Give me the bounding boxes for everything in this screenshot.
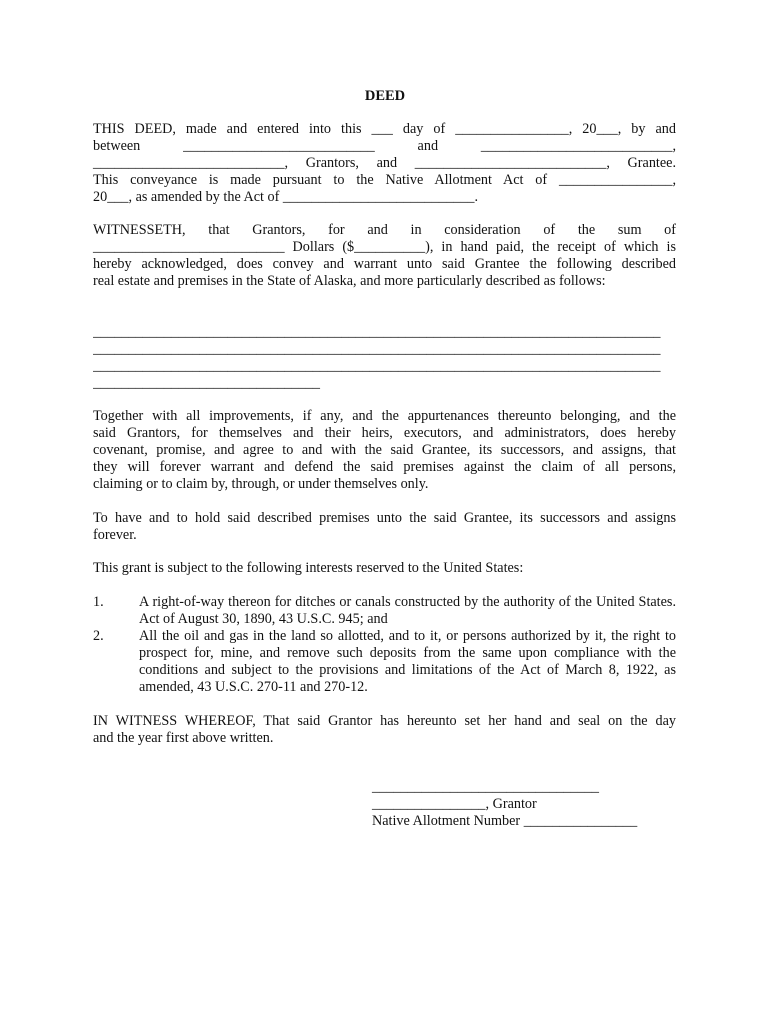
property-description-blanks [93, 324, 676, 392]
together-line: said Grantors, for themselves and their heirs, executors, and administrators, does hereby [93, 425, 676, 442]
list-number: 1. [93, 594, 104, 611]
witness-line: and the year first above written. [93, 729, 274, 746]
document-body [93, 121, 676, 746]
witnesseth-line: ___________________________ Dollars ($__________), in hand paid, the receipt of which is [93, 239, 676, 256]
together-line: Together with all improvements, if any, and the appurtenances thereunto belonging, and the [93, 408, 676, 425]
intro-line: 20___, as amended by the Act of ___________________________. [93, 188, 478, 205]
intro-line: between ___________________________ and ___________________________, [93, 137, 676, 154]
witnesseth-line: WITNESSETH, that Grantors, for and in consideration of the sum of [93, 222, 676, 239]
signature-block [372, 779, 637, 830]
description-blank-line: ________________________________________________________________________________ [93, 357, 661, 374]
list-text: A right-of-way thereon for ditches or canals constructed by the authority of the United States. Act of August 30, 1890, 43 U.S.C. 945; and [139, 594, 676, 628]
signature-line: ________________________________ [372, 779, 599, 795]
document-title: DEED [364, 88, 406, 104]
together-line: claiming or to claim by, through, or under themselves only. [93, 475, 429, 492]
to-have-paragraph [93, 510, 676, 544]
list-item [93, 628, 676, 696]
to-have-line: To have and to hold said described premises unto the said Grantee, its successors and assigns [93, 509, 676, 526]
description-blank-line: ________________________________________________________________________________ [93, 323, 661, 340]
description-blank-line: ________________________________ [93, 374, 320, 391]
together-paragraph [93, 408, 676, 493]
list-number: 2. [93, 628, 104, 645]
together-line: they will forever warrant and defend the said premises against the claim of all persons, [93, 459, 676, 476]
witnesseth-paragraph [93, 222, 676, 290]
intro-paragraph [93, 121, 676, 206]
allotment-number-line: Native Allotment Number ________________ [372, 812, 638, 829]
witness-paragraph [93, 713, 676, 747]
grantor-line: ________________, Grantor [372, 795, 537, 812]
intro-line: THIS DEED, made and entered into this ___ day of ________________, 20___, by and [93, 121, 676, 137]
witnesseth-line: hereby acknowledged, does convey and warrant unto said Grantee the following described [93, 256, 676, 273]
reservations-list [93, 594, 676, 695]
intro-line: This conveyance is made pursuant to the Native Allotment Act of ________________, [93, 171, 676, 188]
witnesseth-line: real estate and premises in the State of Alaska, and more particularly described as follows: [93, 273, 606, 290]
witness-line: IN WITNESS WHEREOF, That said Grantor has hereunto set her hand and seal on the day [93, 712, 676, 729]
together-line: covenant, promise, and agree to and with the said Grantee, its successors, and assigns, that [93, 442, 676, 459]
list-text: All the oil and gas in the land so allotted, and to it, or persons authorized by it, the right to prospect for, mine, and remove such deposits from the same upon compliance with the conditions and subject to the provisions and limitations of the Act of March 8, 1922, as amended, 43 U.S.C. 270-11 and 270-12. [139, 628, 676, 695]
description-blank-line: ________________________________________________________________________________ [93, 340, 661, 357]
list-item [93, 594, 676, 628]
intro-line: ___________________________, Grantors, and ___________________________, Grantee. [93, 154, 676, 171]
subject-statement: This grant is subject to the following interests reserved to the United States: [93, 560, 524, 577]
to-have-line: forever. [93, 526, 137, 543]
